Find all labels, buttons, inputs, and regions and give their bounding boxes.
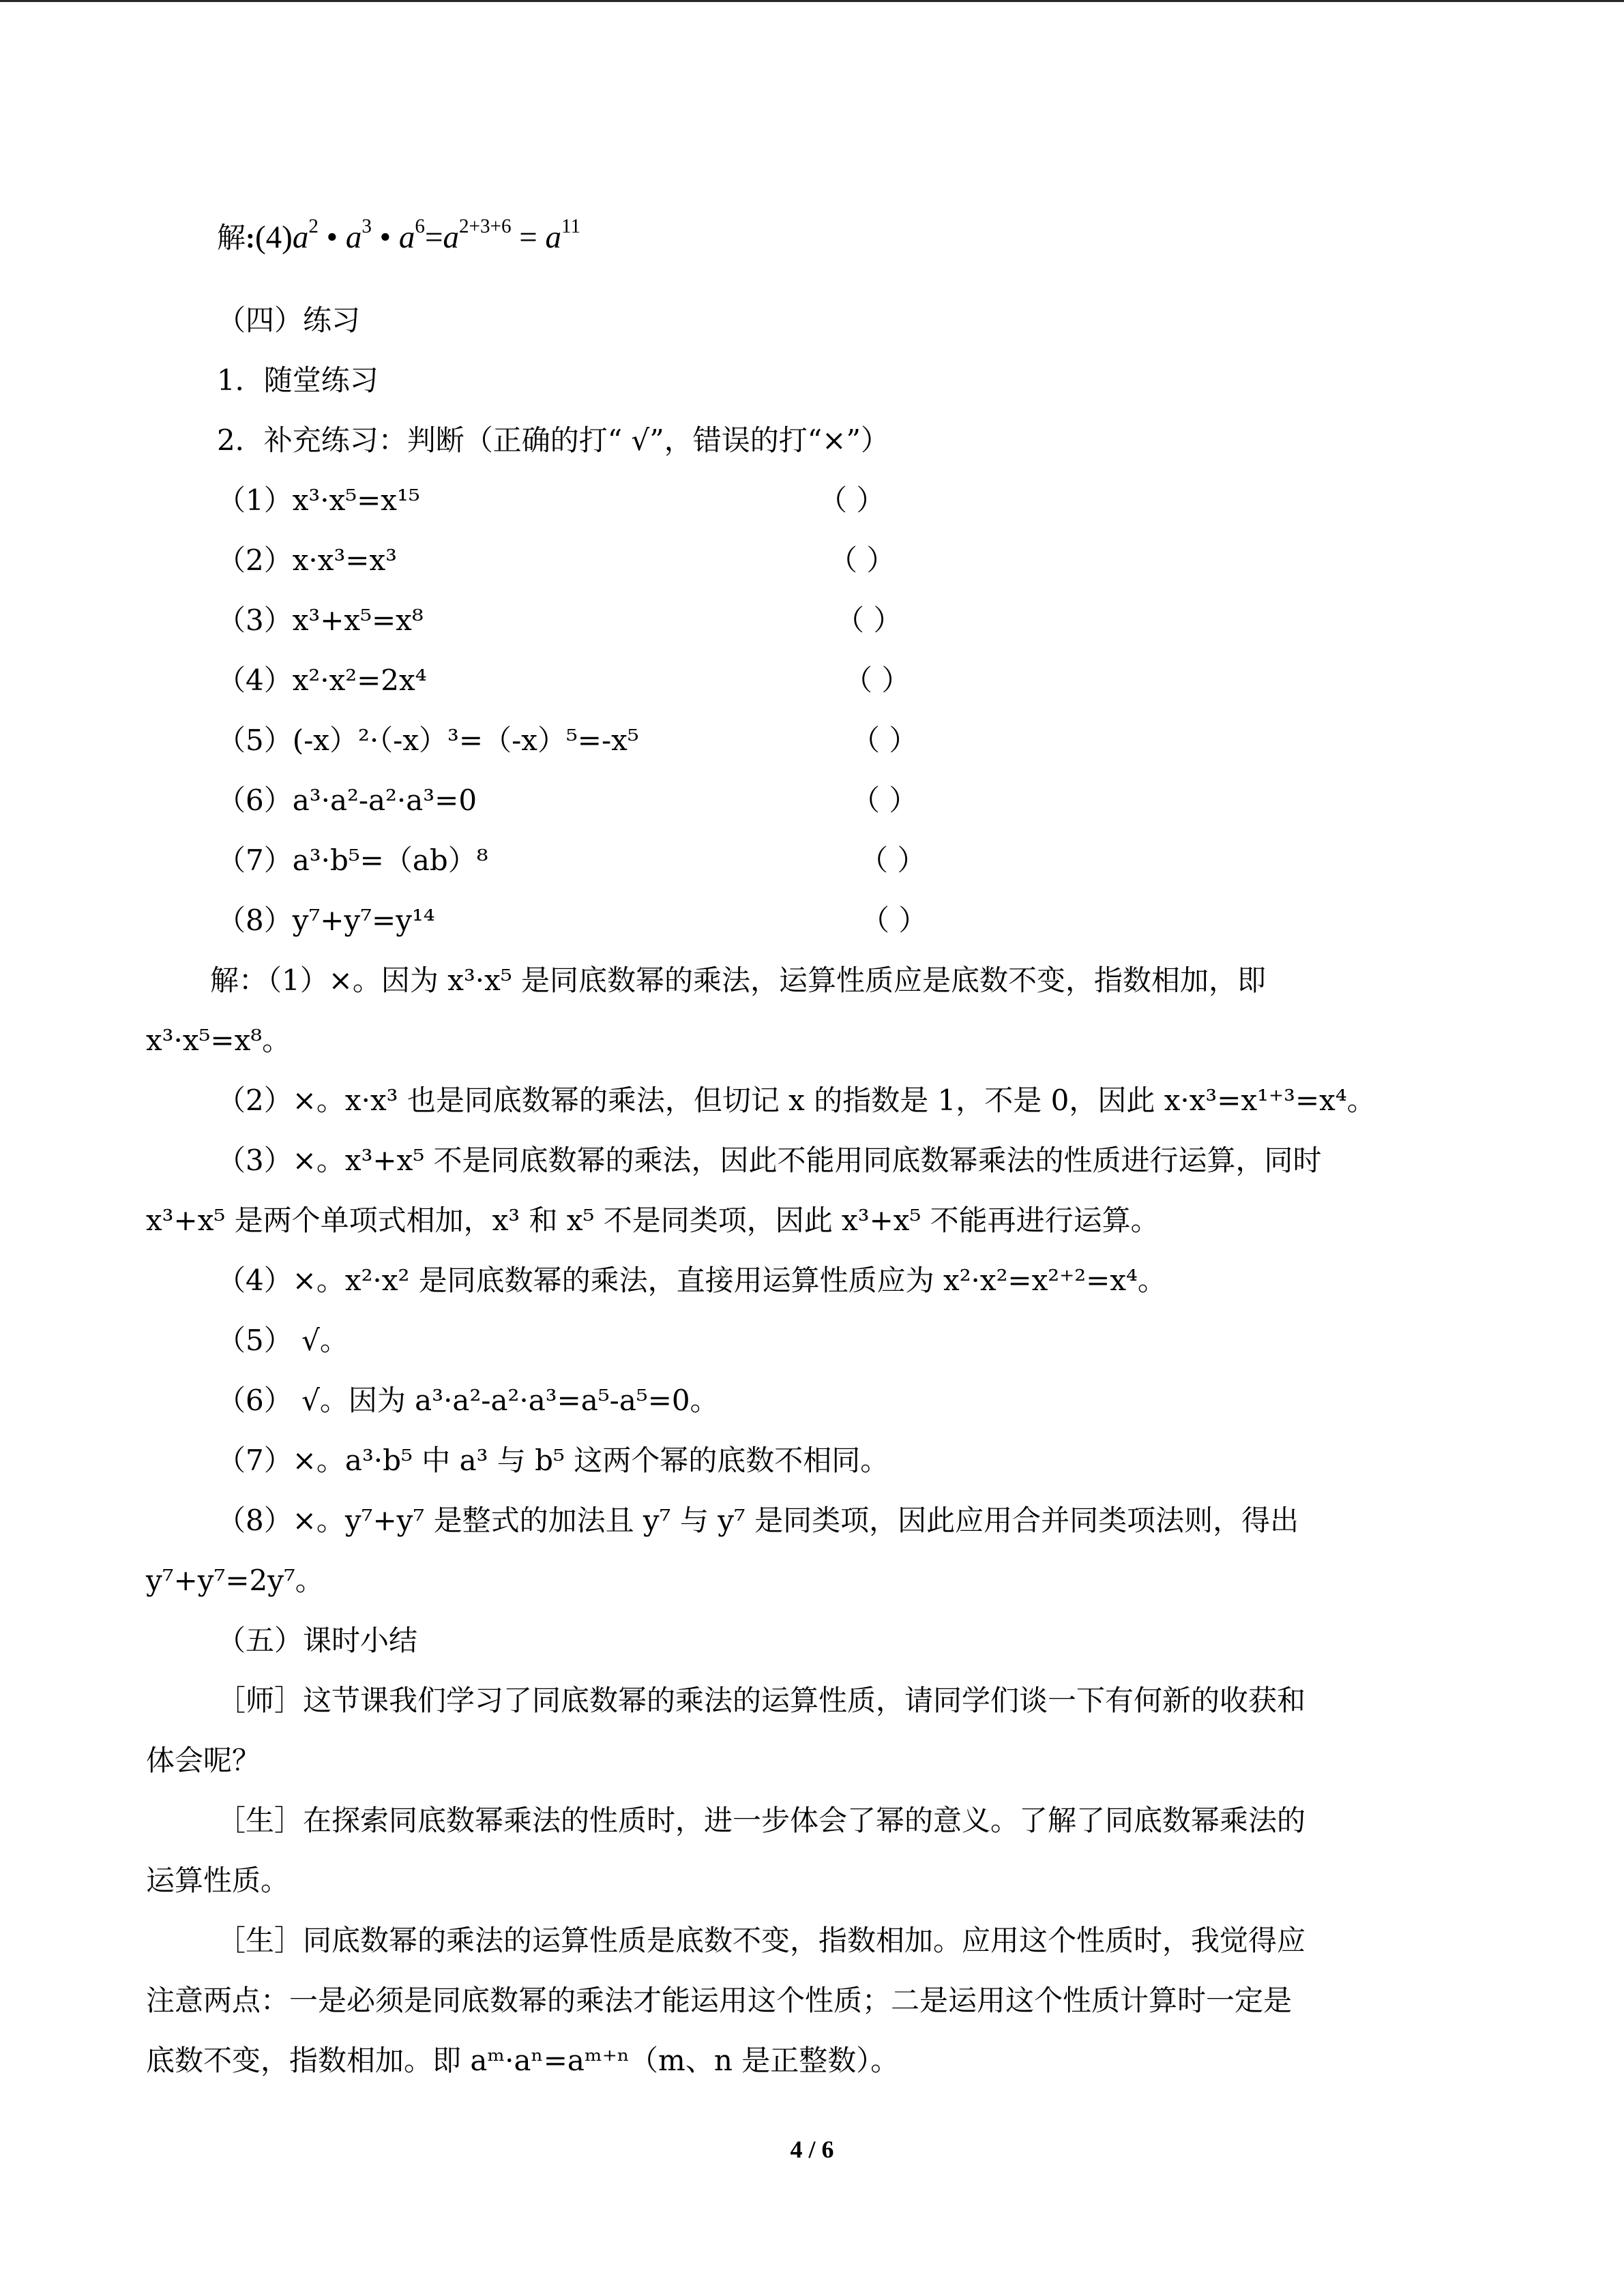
solution-4-equation: 解$:(4)a^2$ • $a^3$ • $a^6=a^{2+3+6} = a^{11}$ (217, 215, 581, 255)
answer-7: （7）×。a³·b⁵ 中 a³ 与 b⁵ 这两个幂的底数不相同。 (217, 1444, 889, 1477)
judgement-blank-4: （ ） (844, 664, 911, 697)
judgement-item-3: （3）x³+x⁵=x⁸ (217, 603, 424, 637)
answer-5: （5） √。 (217, 1324, 349, 1357)
judgement-item-2: （2）x·x³=x³ (217, 543, 397, 577)
judgement-item-4: （4）x²·x²=2x⁴ (217, 664, 427, 697)
judgement-item-8: （8）y⁷+y⁷=y¹⁴ (217, 904, 435, 937)
summary-student-2-line-3: 底数不变，指数相加。即 aᵐ·aⁿ=aᵐ⁺ⁿ（m、n 是正整数）。 (146, 2044, 900, 2077)
judgement-item-5: （5）(-x）²·（-x）³=（-x）⁵=-x⁵ (217, 724, 639, 757)
answer-8-line-2: y⁷+y⁷=2y⁷。 (146, 1564, 324, 1597)
answer-1-line-2: x³·x⁵=x⁸。 (146, 1024, 291, 1057)
page-number: 4 / 6 (790, 2136, 834, 2163)
summary-teacher-line-2: 体会呢？ (146, 1744, 261, 1777)
judgement-blank-2: （ ） (829, 543, 896, 577)
answer-3-line-2: x³+x⁵ 是两个单项式相加，x³ 和 x⁵ 不是同类项，因此 x³+x⁵ 不能再进行运算。 (146, 1204, 1160, 1237)
answer-4: （4）×。x²·x² 是同底数幂的乘法，直接用运算性质应为 x²·x²=x²⁺²=x⁴。 (217, 1264, 1166, 1297)
answer-6: （6） √。因为 a³·a²-a²·a³=a⁵-a⁵=0。 (217, 1384, 719, 1417)
answer-2: （2）×。x·x³ 也是同底数幂的乘法，但切记 x 的指数是 1，不是 0，因此 x·x³=x¹⁺³=x⁴。 (217, 1084, 1376, 1117)
judgement-item-1: （1）x³·x⁵=x¹⁵ (217, 483, 420, 517)
judgement-item-7: （7）a³·b⁵=（ab）⁸ (217, 844, 488, 877)
judgement-blank-6: （ ） (851, 784, 918, 817)
practice-item-2: 2．补充练习：判断（正确的打“ √”，错误的打“×”） (217, 423, 889, 457)
summary-student-1-line-1: ［生］在探索同底数幂乘法的性质时，进一步体会了幂的意义。了解了同底数幂乘法的 (217, 1804, 1306, 1837)
answer-1-line-1: 解：（1）×。因为 x³·x⁵ 是同底数幂的乘法，运算性质应是底数不变，指数相加，即 (210, 964, 1267, 997)
answer-3-line-1: （3）×。x³+x⁵ 不是同底数幂的乘法，因此不能用同底数幂乘法的性质进行运算，同时 (217, 1144, 1322, 1177)
summary-student-2-line-1: ［生］同底数幂的乘法的运算性质是底数不变，指数相加。应用这个性质时，我觉得应 (217, 1924, 1306, 1957)
judgement-blank-1: （ ） (818, 483, 885, 517)
summary-teacher-line-1: ［师］这节课我们学习了同底数幂的乘法的运算性质，请同学们谈一下有何新的收获和 (217, 1684, 1306, 1717)
practice-item-1: 1．随堂练习 (217, 363, 379, 397)
summary-student-1-line-2: 运算性质。 (146, 1864, 290, 1897)
judgement-blank-7: （ ） (859, 844, 926, 877)
judgement-blank-3: （ ） (836, 603, 902, 637)
section-5-title: （五）课时小结 (217, 1624, 418, 1657)
summary-student-2-line-2: 注意两点：一是必须是同底数幂的乘法才能运用这个性质；二是运用这个性质计算时一定是 (146, 1984, 1293, 2017)
judgement-item-6: （6）a³·a²-a²·a³=0 (217, 784, 477, 817)
judgement-blank-8: （ ） (861, 904, 928, 937)
top-border (0, 0, 1624, 2)
answer-8-line-1: （8）×。y⁷+y⁷ 是整式的加法且 y⁷ 与 y⁷ 是同类项，因此应用合并同类项法则，得出 (217, 1504, 1299, 1537)
judgement-blank-5: （ ） (851, 724, 918, 757)
section-4-title: （四）练习 (217, 303, 361, 337)
